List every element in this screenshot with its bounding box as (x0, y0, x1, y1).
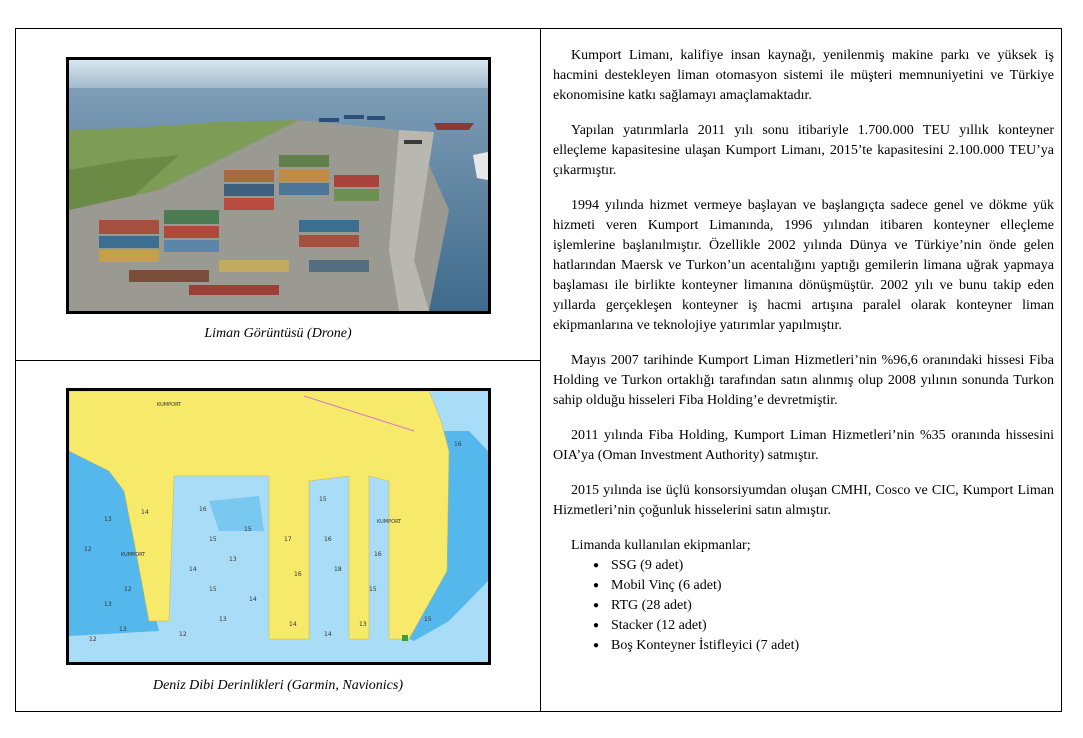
depth-sounding: 14 (189, 566, 197, 573)
depth-sounding: 12 (124, 586, 132, 593)
depth-sounding: 18 (334, 566, 342, 573)
map-label: KUMPORT (121, 552, 146, 558)
depth-sounding: 13 (104, 601, 112, 608)
content-table (15, 28, 1062, 712)
depth-chart-map (66, 388, 491, 665)
text-column (553, 46, 1054, 656)
depth-sounding: 16 (324, 536, 332, 543)
equipment-item: ● Boş Konteyner İstifleyici (7 adet) (593, 636, 1054, 656)
equipment-item: ● SSG (9 adet) (593, 556, 1054, 576)
map-label: KUMPORT (157, 402, 182, 408)
depth-sounding: 16 (374, 551, 382, 558)
depth-sounding: 17 (284, 536, 292, 543)
depth-sounding: 15 (209, 586, 217, 593)
map-label: KUMPORT (377, 519, 402, 525)
figure-1-caption: Liman Görüntüsü (Drone) (204, 326, 352, 341)
depth-sounding: 16 (199, 506, 207, 513)
depth-sounding: 13 (104, 516, 112, 523)
equipment-item: ● RTG (28 adet) (593, 596, 1054, 616)
depth-sounding: 15 (209, 536, 217, 543)
depth-sounding: 13 (359, 621, 367, 628)
port-drone-photo (66, 57, 491, 314)
marker-icon (402, 635, 408, 641)
row-divider (16, 360, 540, 361)
paragraph: 2011 yılında Fiba Holding, Kumport Liman Hizmetleri’nin %35 oranında hissesini OIA’ya (Oman Investment Authority) satmıştır. (553, 428, 1054, 463)
equipment-item: ● Mobil Vinç (6 adet) (593, 576, 1054, 596)
paragraph: 2015 yılında ise üçlü konsorsiyumdan oluşan CMHI, Cosco ve CIC, Kumport Liman Hizmetleri’nin çoğunluk hisselerini satın almıştır. (553, 483, 1054, 518)
depth-sounding: 14 (141, 509, 149, 516)
equipment-list (553, 556, 1054, 656)
equipment-title: Limanda kullanılan ekipmanlar; (571, 538, 751, 553)
depth-sounding: 12 (179, 631, 187, 638)
paragraph: Kumport Limanı, kalifiye insan kaynağı, yenilenmiş makine parkı ve yüksek iş hacmini destekleyen liman otomasyon sistemi ile müşteri memnuniyetini ve Türkiye ekonomisine katkı sağlamayı amaçlamaktadır. (553, 48, 1054, 103)
depth-sounding: 14 (324, 631, 332, 638)
depth-sounding: 15 (244, 526, 252, 533)
depth-sounding: 15 (369, 586, 377, 593)
equipment-item: ● Stacker (12 adet) (593, 616, 1054, 636)
depth-sounding: 13 (219, 616, 227, 623)
port-drone-illustration (69, 60, 488, 311)
column-divider (540, 29, 541, 711)
depth-sounding: 12 (89, 636, 97, 643)
depth-sounding: 14 (289, 621, 297, 628)
depth-sounding: 16 (294, 571, 302, 578)
depth-sounding: 14 (249, 596, 257, 603)
depth-sounding: 13 (119, 626, 127, 633)
paragraph: Yapılan yatırımlarla 2011 yılı sonu itibariyle 1.700.000 TEU yıllık konteyner elleçleme kapasitesine ulaşan Kumport Limanı, 2015’te kapasitesini 2.100.000 TEU’ya çıkarmıştır. (553, 123, 1054, 178)
paragraph: Mayıs 2007 tarihinde Kumport Liman Hizmetleri’nin %96,6 oranındaki hissesi Fiba Holding ve Turkon ortaklığı tarafından satın alınmış olup 2008 yılının sonunda Turkon sahip olduğu hisseleri Fiba Holding’e devretmiştir. (553, 353, 1054, 408)
depth-sounding: 16 (454, 441, 462, 448)
paragraph: 1994 yılında hizmet vermeye başlayan ve başlangıçta sadece genel ve dökme yük hizmeti veren Kumport Limanında, 1996 yılından itibaren konteyner elleçleme işlemlerine başlanılmıştır. Özellikle 2002 yılında Dünya ve Türkiye’nin önde gelen hatlarından Maersk ve Turkon’un acentalığını yaptığı gemilerin limana uğrak yapmaya başlaması ile birlikte konteyner limanına dönüşmüştür. 2002 yılı ve bunu takip eden yıllarda gerçekleşen konteyner iş hacmi artışına paralel olarak konteyner liman ekipmanlarına ve teknolojiye yatırımlar yapılmıştır. (553, 198, 1054, 333)
depth-sounding: 13 (229, 556, 237, 563)
figure-2-caption: Deniz Dibi Derinlikleri (Garmin, Navionics) (152, 678, 404, 693)
ship (434, 123, 474, 130)
depth-sounding: 15 (319, 496, 327, 503)
depth-sounding: 12 (84, 546, 92, 553)
depth-chart-illustration (69, 391, 488, 662)
depth-sounding: 15 (424, 616, 432, 623)
